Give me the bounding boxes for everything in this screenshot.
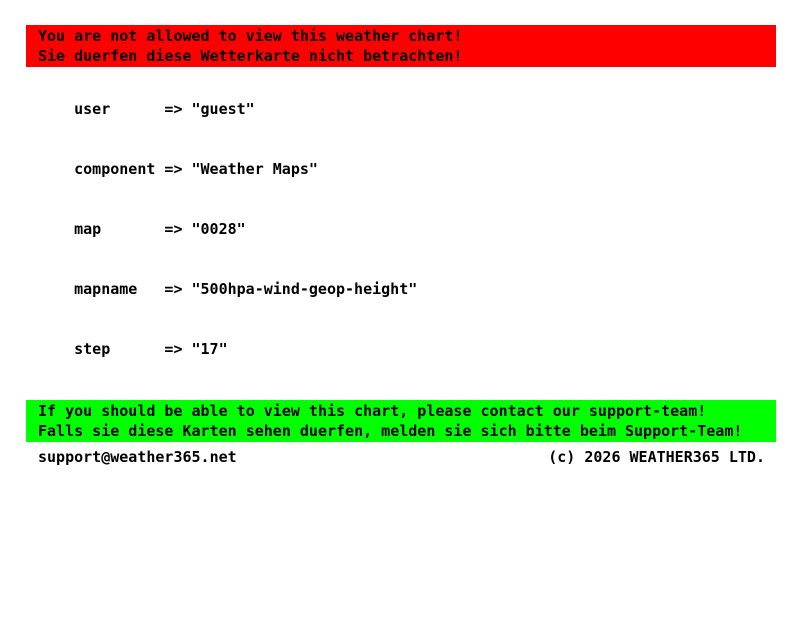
param-key: component bbox=[74, 160, 156, 178]
support-message-en: If you should be able to view this chart, please contact our support-team! bbox=[38, 402, 707, 420]
request-params bbox=[38, 79, 800, 379]
param-arrow: => bbox=[164, 340, 183, 358]
param-value: "Weather Maps" bbox=[191, 160, 318, 178]
param-value: "0028" bbox=[191, 220, 246, 238]
param-row-step bbox=[38, 319, 800, 379]
access-denied-message-de: Sie duerfen diese Wetterkarte nicht betrachten! bbox=[38, 47, 463, 65]
param-key: step bbox=[74, 340, 111, 358]
param-row-user bbox=[38, 79, 800, 139]
param-arrow: => bbox=[164, 100, 183, 118]
access-denied-message-en: You are not allowed to view this weather chart! bbox=[38, 27, 463, 45]
access-denied-banner bbox=[26, 25, 776, 67]
copyright-notice: (c) 2026 WEATHER365 LTD. bbox=[548, 448, 765, 466]
param-key: user bbox=[74, 100, 111, 118]
param-arrow: => bbox=[164, 220, 183, 238]
param-key: map bbox=[74, 220, 102, 238]
param-value: "17" bbox=[191, 340, 228, 358]
param-row-mapname bbox=[38, 259, 800, 319]
support-contact-banner bbox=[26, 400, 776, 442]
param-row-component bbox=[38, 139, 800, 199]
param-key: mapname bbox=[74, 280, 138, 298]
param-value: "500hpa-wind-geop-height" bbox=[191, 280, 418, 298]
param-row-map bbox=[38, 199, 800, 259]
param-value: "guest" bbox=[191, 100, 255, 118]
support-message-de: Falls sie diese Karten sehen duerfen, melden sie sich bitte beim Support-Team! bbox=[38, 422, 743, 440]
param-arrow: => bbox=[164, 160, 183, 178]
param-arrow: => bbox=[164, 280, 183, 298]
support-email: support@weather365.net bbox=[38, 448, 237, 466]
footer bbox=[38, 447, 765, 467]
